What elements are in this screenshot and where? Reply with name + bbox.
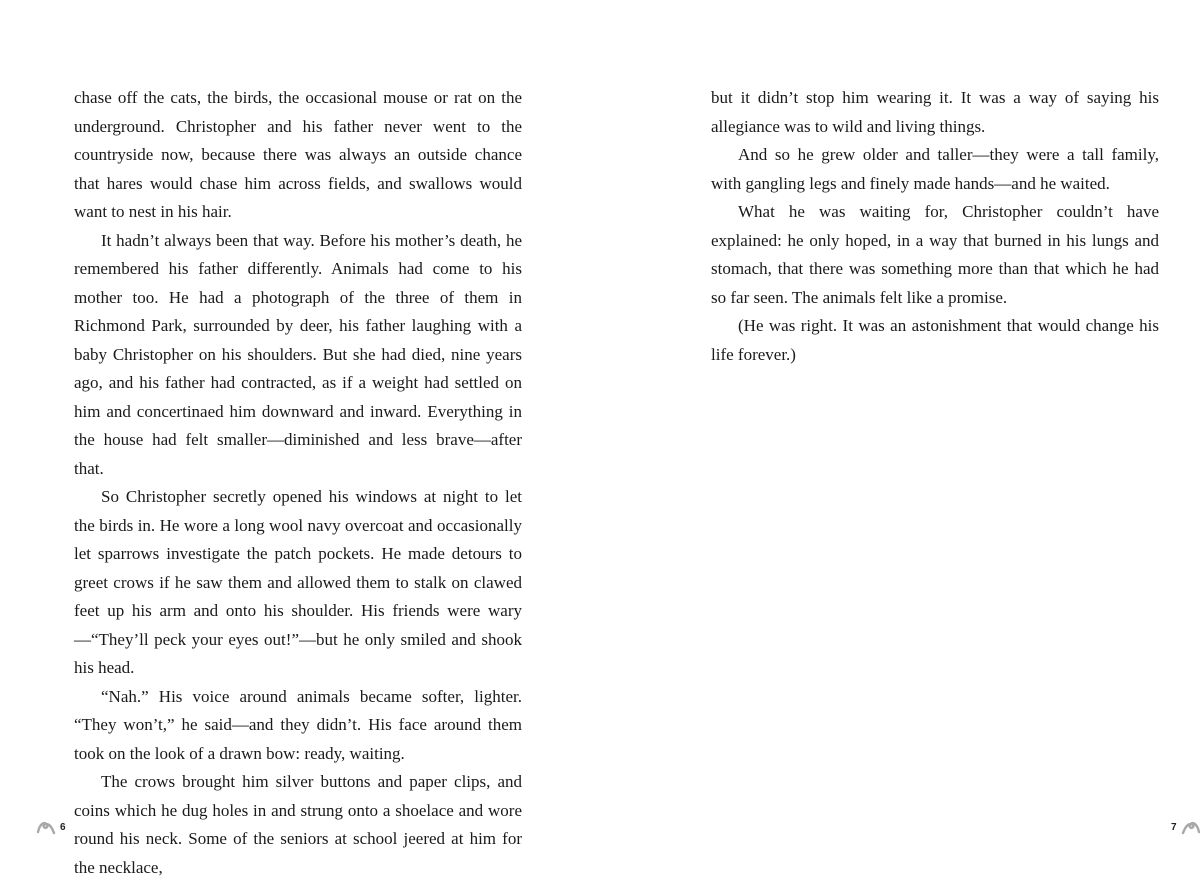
- paragraph: It hadn’t always been that way. Before his mother’s death, he remembered his father differently. Animals had come to his mother too. He had a photograph of the three of them in Richmond Park, surrounded by deer, his father laughing with a baby Christopher on his shoulders. But she had died, nine years ago, and his father had contracted, as if a weight had settled on him and concertinaed him downward and inward. Everything in the house had felt smaller—diminished and less brave—after that.: [74, 230, 522, 478]
- paragraph: but it didn’t stop him wearing it. It was a way of saying his allegiance was to wild and living things.: [711, 88, 1159, 136]
- paragraph: chase off the cats, the birds, the occasional mouse or rat on the underground. Christopher and his father never went to the countryside now, because there was always an outside chance that hares would chase him across fields, and swallows would want to nest in his hair.: [74, 88, 522, 221]
- paragraph: So Christopher secretly opened his windows at night to let the birds in. He wore a long wool navy overcoat and occasionally let sparrows investigate the patch pockets. He made detours to greet crows if he saw them and allowed them to stalk on clawed feet up his arm and onto his shoulder. His friends were wary—“They’ll peck your eyes out!”—but he only smiled and shook his head.: [74, 487, 522, 677]
- paragraph: What he was waiting for, Christopher couldn’t have explained: he only hoped, in a way that burned in his lungs and stomach, that there was something more than that which he had so far seen. The animals felt like a promise.: [711, 202, 1159, 307]
- left-page-text: [74, 84, 522, 882]
- paragraph: And so he grew older and taller—they were a tall family, with gangling legs and finely made hands—and he waited.: [711, 145, 1159, 193]
- paragraph: “Nah.” His voice around animals became softer, lighter. “They won’t,” he said—and they didn’t. His face around them took on the look of a drawn bow: ready, waiting.: [74, 686, 522, 763]
- right-page-text: [711, 84, 1159, 369]
- right-folio: [1171, 815, 1200, 839]
- wave-flourish-icon: [1181, 817, 1200, 837]
- paragraph: The crows brought him silver buttons and paper clips, and coins which he dug holes in and strung onto a shoelace and wore round his neck. Some of the seniors at school jeered at him for the necklace,: [74, 772, 522, 877]
- page-number: 6: [60, 821, 66, 833]
- page-number: 7: [1171, 821, 1177, 833]
- left-folio: [36, 815, 66, 839]
- paragraph: (He was right. It was an astonishment that would change his life forever.): [711, 316, 1159, 364]
- wave-flourish-icon: [36, 817, 56, 837]
- right-page: [600, 0, 1200, 883]
